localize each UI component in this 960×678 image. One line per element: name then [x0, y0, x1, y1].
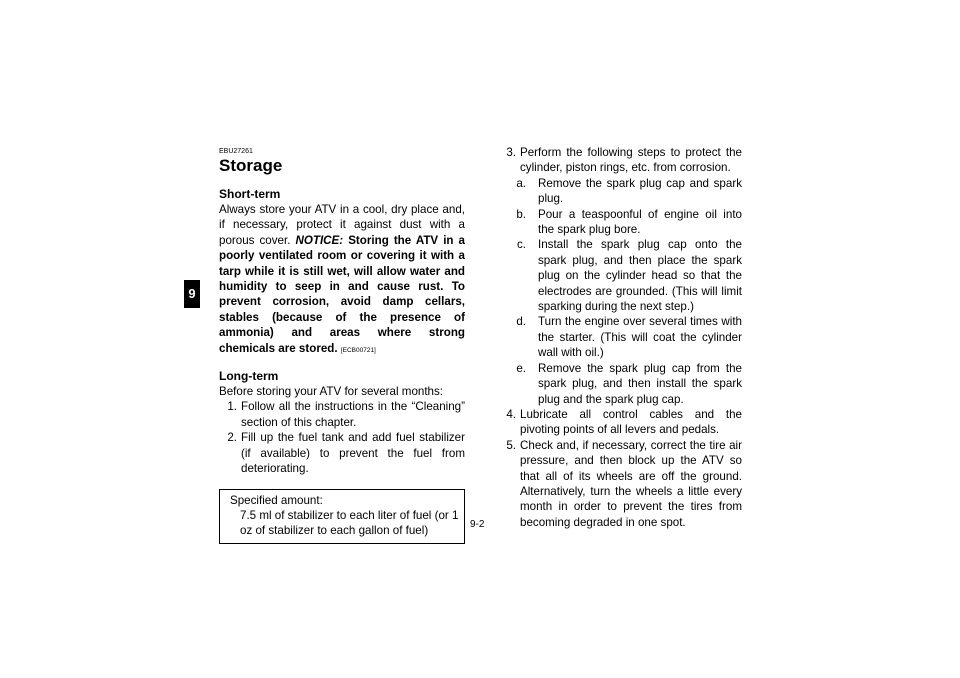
right-column	[498, 145, 742, 530]
short-term-text: Always store your ATV in a cool, dry place and, if necessary, protect it against dust with a porous cover.	[219, 203, 465, 247]
substep-text: Remove the spark plug cap from the spark plug, and then install the spark plug and the spark plug cap.	[538, 361, 742, 406]
substep-letter: e.	[516, 361, 526, 375]
step-text: Lubricate all control cables and the pivoting points of all levers and pedals.	[520, 407, 742, 437]
short-term-paragraph	[219, 202, 465, 358]
spec-label: Specified amount:	[230, 493, 323, 507]
page-number: 9-2	[470, 519, 485, 530]
sub-list-item	[498, 237, 742, 314]
sub-list-item	[498, 361, 742, 407]
substep-letter: c.	[516, 238, 526, 252]
specification-box	[219, 489, 465, 544]
step-text: Check and, if necessary, correct the tire air pressure, and then block up the ATV so that all of its wheels are off the ground. Alternatively, turn the wheels a little every month in order to prevent the tires from becoming degraded in one spot.	[520, 438, 742, 529]
substep-text: Install the spark plug cap onto the spark plug, and then place the spark plug on the cylinder head so that the electrodes are grounded. (This will limit sparking during the next step.)	[538, 238, 742, 314]
section-code: EBU27261	[219, 148, 253, 155]
sub-list-item	[498, 176, 742, 207]
spec-value: 7.5 ml of stabilizer to each liter of fuel (or 1 oz of stabilizer to each gallon of fuel)	[240, 508, 459, 538]
notice-code: [ECB00721]	[340, 346, 376, 354]
chapter-tab: 9	[184, 280, 200, 308]
step-number: 2.	[227, 431, 237, 445]
list-item	[219, 430, 465, 476]
long-term-intro: Before storing your ATV for several months:	[219, 385, 444, 399]
substep-letter: d.	[516, 315, 526, 329]
substep-letter: a.	[516, 176, 526, 190]
step-text: Fill up the fuel tank and add fuel stabilizer (if available) to prevent the fuel from deteriorating.	[241, 431, 465, 476]
list-item	[498, 438, 742, 530]
substep-letter: b.	[516, 207, 526, 221]
list-item	[498, 407, 742, 438]
substep-text: Remove the spark plug cap and spark plug.	[538, 176, 742, 206]
substep-text: Turn the engine over several times with the starter. (This will coat the cylinder wall with oil.)	[538, 315, 742, 360]
step-number: 1.	[227, 400, 237, 414]
left-column	[219, 147, 465, 544]
sub-list-item	[498, 314, 742, 360]
long-term-heading: Long-term	[219, 369, 279, 384]
step-text: Follow all the instructions in the “Cleaning” section of this chapter.	[241, 400, 465, 429]
section-title: Storage	[219, 156, 283, 175]
step-number: 5.	[506, 438, 516, 452]
substep-text: Pour a teaspoonful of engine oil into the spark plug bore.	[538, 207, 742, 237]
short-term-heading: Short-term	[219, 187, 281, 201]
list-item	[498, 145, 742, 176]
step-text: Perform the following steps to protect the cylinder, piston rings, etc. from corrosion.	[520, 146, 742, 175]
notice-text: Storing the ATV in a poorly ventilated room or covering it with a tarp while it is still wet, will allow water and humidity to seep in and cause rust. To prevent corrosion, avoid damp cellars, stables (because of the presence of ammonia) and areas where strong chemicals are stored.	[219, 233, 465, 355]
step-number: 3.	[506, 146, 516, 159]
step-number: 4.	[506, 407, 516, 421]
notice-label: NOTICE:	[295, 233, 344, 247]
list-item	[219, 399, 465, 430]
sub-list-item	[498, 207, 742, 238]
